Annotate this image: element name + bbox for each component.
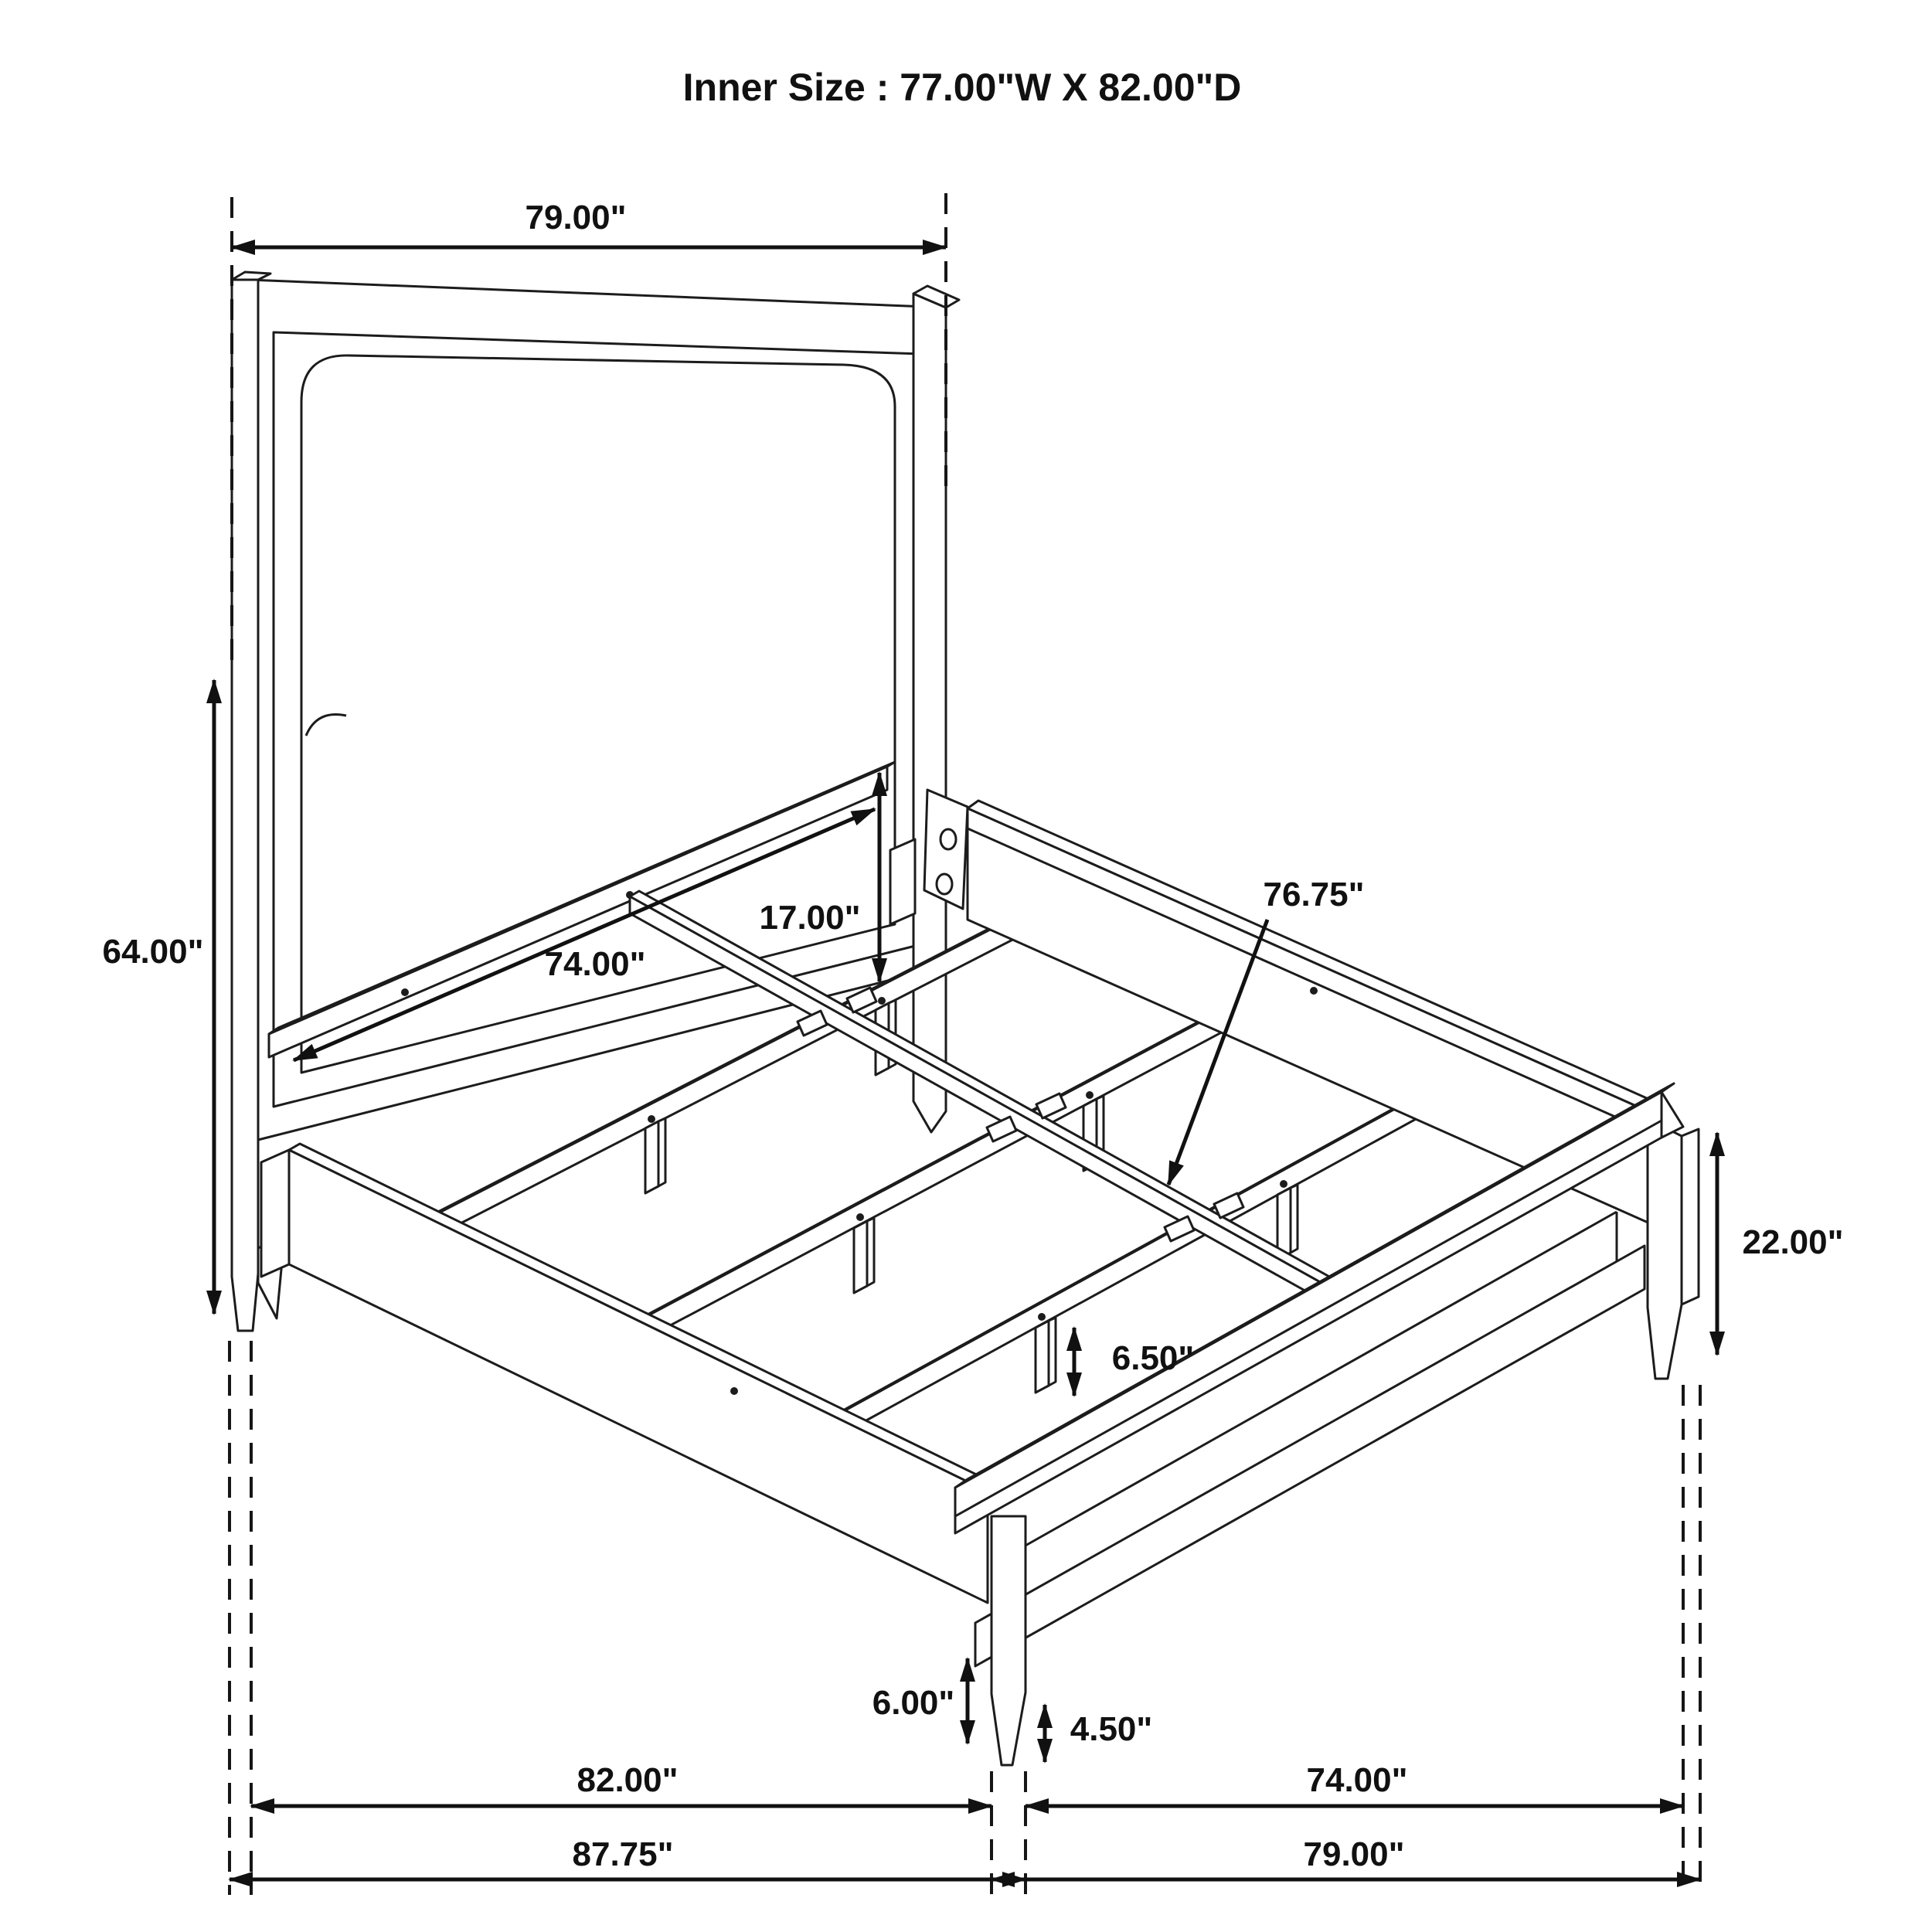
label-headboard-height: 64.00" [102,933,204,971]
footboard-top-rail-overhang [1662,1092,1683,1138]
slat-screw-hole [856,1213,864,1221]
slat-screw-hole [1086,1091,1094,1099]
slat-leg-side [658,1118,665,1186]
headboard-right-post [913,294,946,1132]
rail-screw-hole [1310,987,1318,995]
label-rail-clearance: 6.00" [872,1684,955,1722]
slat-screw-hole [1038,1313,1046,1321]
slat-screw-hole [648,1115,655,1123]
footboard-right-post-side [1682,1129,1699,1304]
label-overall-depth: 87.75" [572,1835,674,1873]
label-slat-leg-height: 6.50" [1111,1339,1195,1377]
slat-leg-side [1291,1185,1298,1253]
left-rail-end-cap [261,1150,289,1277]
label-headboard-width: 79.00" [525,199,627,236]
label-center-rail-length: 76.75" [1263,876,1365,913]
headboard-left-post-top [232,272,270,280]
slat-screw-hole [878,997,886,1005]
slat-leg [1036,1321,1049,1393]
label-footboard-width: 79.00" [1303,1835,1405,1873]
left-rail-front-face [289,1150,988,1603]
rail-screw-hole [730,1387,738,1395]
cleat-screw-hole [401,988,409,996]
slat-screw-hole [1280,1180,1287,1188]
headboard-rail-stub [890,839,915,924]
headboard-left-post [232,280,258,1331]
slat-leg [854,1221,867,1293]
label-inner-depth: 82.00" [577,1761,679,1799]
footboard-left-post [992,1516,1026,1765]
label-footboard-height: 22.00" [1742,1223,1844,1261]
slat-leg-side [867,1218,874,1286]
label-cleat-height: 17.00" [759,899,861,937]
label-footboard-leg-height: 4.50" [1070,1710,1153,1748]
label-footboard-inner-width: 74.00" [1306,1761,1408,1799]
slat-leg [645,1121,658,1193]
slat-leg-side [1049,1318,1056,1386]
page-title: Inner Size : 77.00"W X 82.00"D [682,66,1242,109]
footboard-right-post [1648,1119,1682,1379]
label-headboard-inner-width: 74.00" [544,945,646,983]
